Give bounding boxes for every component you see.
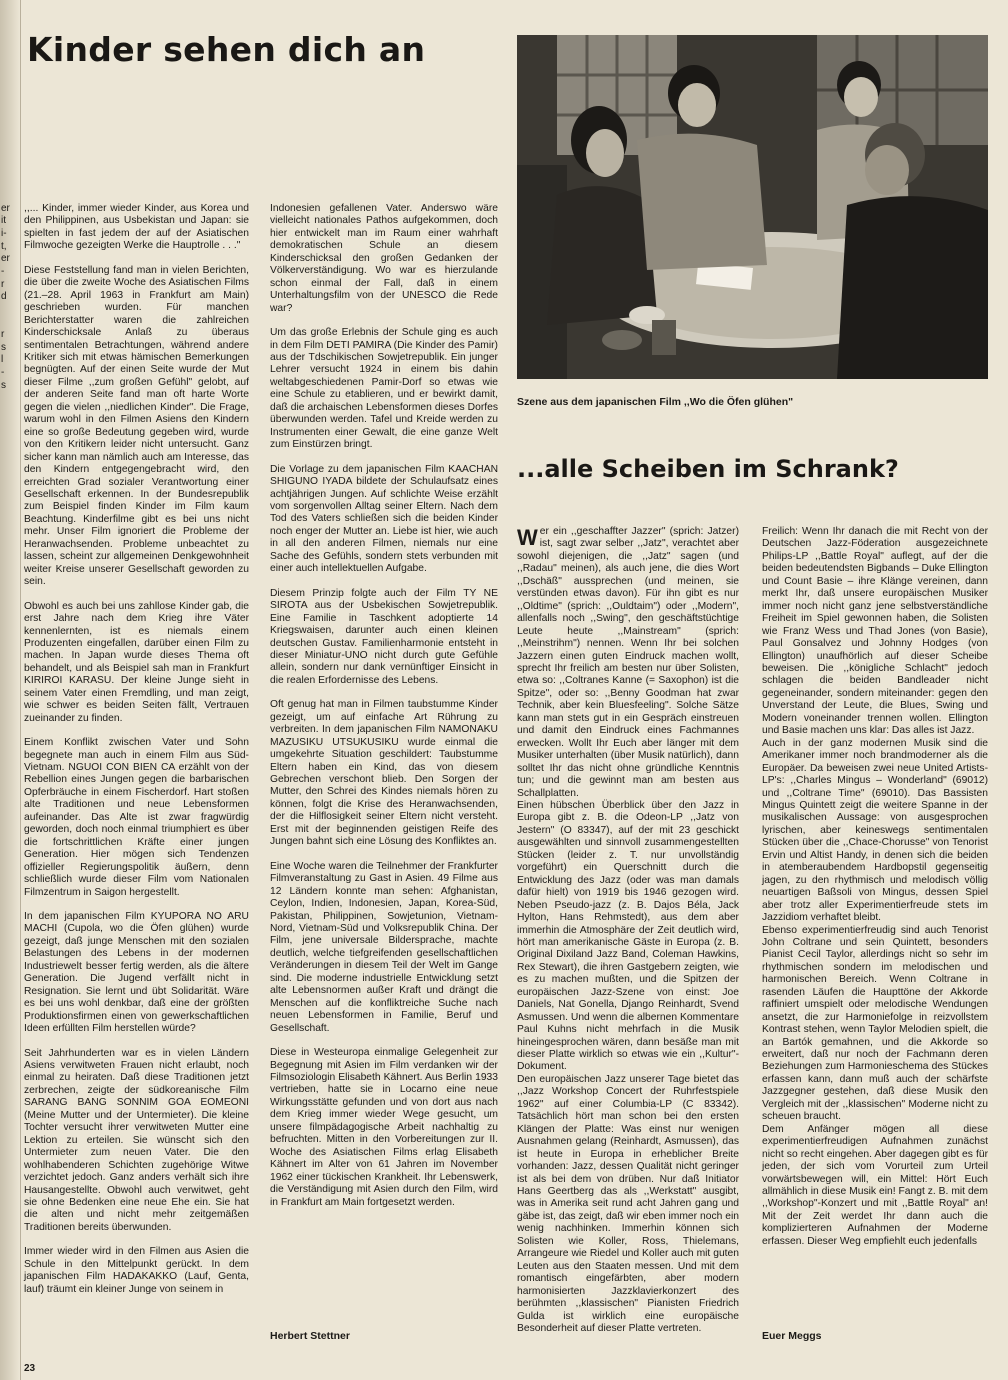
gutter-fragment: r [1,279,5,290]
article1-paragraph: Diese in Westeuropa einmalige Gelegenheit zur Begegnung mit Asien im Film verdanken wir der Filmsoziologin Elisabeth Kähnert. Aus Berlin 1933 vertrieben, hatte sie in Locarno eine neue Wirkungsstätte gefunden und von dort aus nach dem Krieg immer wieder Wege gesucht, um unsere filmpädagogische Arbeit nachhaltig zu befruchten. Mitten in den Vorbereitungen zur II. Woche des Asiatischen Films erlag Elisabeth Kähnert im Alter von 61 Jahren im November 1962 einer tückischen Krankheit. Ihr Lebenswerk, die Verständigung mit Asien durch den Film, wird in Frankfurt am Main fortgesetzt werden. [270,1047,498,1208]
page-number: 23 [24,1363,36,1374]
gutter-fragment: er [1,203,10,214]
article1-paragraph: Diesem Prinzip folgte auch der Film TY NE SIROTA aus der Usbekischen Sowjetrepublik. Eine Familie in Taschkent adoptierte 14 Kriegswaisen, darunter auch einen kleinen deutschen Gustav. Familienharmonie entsteht in dieser Miniatur-UNO nicht durch gute Gefühle allein, sondern nur dank vernünftiger Einsicht in die realen Erfordernisse des Lebens. [270,587,498,686]
article1-paragraph: Die Vorlage zu dem japanischen Film KAACHAN SHIGUNO IYADA bildete der Schulaufsatz eines achtjährigen Jungen. Auf schlichte Weise erzählt vom sorgenvollen Alltag seiner Eltern. Nach dem Tod des Vaters schließen sich die beiden Kinder noch enger der Mutter an. Liebe ist hier, wie auch in all den anderen Filmen, niemals nur eine Sache des Gefühls, sondern stets verbunden mit einer auch intellektuellen Aufgabe. [270,463,498,575]
article1-paragraph: Eine Woche waren die Teilnehmer der Frankfurter Filmveranstaltung zu Gast in Asien. 49 Filme aus 12 Ländern konnte man sehen: Afghanistan, Ceylon, Indien, Indonesien, Japan, Korea-Süd, Pakistan, Philippinen, Sowjetunion, Vietnam-Nord, Vietnam-Süd und Volksrepublik China. Der Film, jene universale Bildersprache, machte deutlich, welche tiefgreifenden gesellschaftlichen Veränderungen in diesem Teil der Welt im Gange sind. Die moderne industrielle Entwicklung setzt alte Lebensnormen außer Kraft und drängt die Menschen auf die konfliktreiche Suche nach neuen Lebensformen in Familie, Beruf und Gesellschaft. [270,860,498,1034]
photo-caption: Szene aus dem japanischen Film ,,Wo die Öfen glühen" [517,396,794,408]
article1-paragraph: Immer wieder wird in den Filmen aus Asien die Schule in den Mittelpunkt gerückt. In dem japanischen Film HADAKAKKO (Lauf, Genta, lauf) träumt ein kleiner Junge von seinem in [24,1246,249,1295]
gutter-fragment: t, [1,241,7,252]
article1-paragraph: ,,... Kinder, immer wieder Kinder, aus Korea und den Philippinen, aus Usbekistan und Japan: sie spielten in fast jedem der auf der Asiatischen Filmwoche gezeigten Werke die Hauptrolle . . ." [24,203,249,252]
gutter-fragment: s [1,380,6,391]
page-gutter [0,0,21,1380]
article1-paragraph: Oft genug hat man in Filmen taubstumme Kinder gezeigt, um auf einfache Art Rührung zu verbreiten. In dem japanischen Film NAMONAKU MAZUSIKU UTSUKUSIKU wurde einmal die umgekehrte Situation geschildert: Taubstumme Eltern haben ein Kind, das von diesem Gebrechen verschont blieb. Den Sorgen der Mutter, den Schrei des Kindes niemals hören zu können, folgt die Krise des Heranwachsenden, der die Hilflosigkeit seiner Eltern nicht versteht. Erst mit der beginnenden geistigen Reife des Jungen bahnt sich eine Lösung des Konfliktes an. [270,699,498,848]
gutter-fragment: d [1,291,7,302]
article2-column-2 [762,526,988,1260]
article2-author: Euer Meggs [762,1330,822,1342]
article1-paragraph: Diese Feststellung fand man in vielen Berichten, die über die zweite Woche des Asiatischen Films (21.–28. April 1963 in Frankfurt am Main) geschrieben wurden. Für manchen Berichterstatter waren die zahlreichen Kinderschicksale Anlaß zu überaus sentimentalen Betrachtungen, während andere Kritiker sich mit etwas hämischen Bemerkungen begnügten. Auf der einen Seite wurde der Mut dieser Filme ,,zum großen Gefühl" gelobt, auf der anderen Seite fand man oft harte Worte gegen die vielen ,,niedlichen Kinder". Die Frage, warum wohl in den Filmen Asiens den Kindern eine so große Bedeutung gegeben wird, wurde von den Kritikern leider nicht untersucht. Ganz sicher kann man nämlich auch am Interesse, das den Kindern entgegengebracht wird, den erreichten Grad sozialer Verantwortung einer Gesellschaft erkennen. In der Bundesrepublik zum Beispiel finden Kinder im Film kaum Beachtung. Kinderfilme gibt es bei uns nicht mehr. Unser Film ignoriert die Probleme der Heranwachsenden. Probleme unbeachtet zu lassen, scheint zur allgemeinen Denkgewohnheit weiter Kreise unserer Gesellschaft geworden zu sein. [24,264,249,588]
gutter-fragment: r [1,329,5,340]
article1-paragraph: Um das große Erlebnis der Schule ging es auch in dem Film DETI PAMIRA (Die Kinder des Pamir) aus der Tdschikischen Sowjetrepublik. Ein junger Lehrer versucht 1924 in einem bis dahin weltabgeschiedenen Pamir-Dorf so etwas wie eine Schule zu etablieren, und er bewirkt damit, daß die archaischen Lebensformen dieses Dorfes überwunden werden. Tafel und Kreide werden zu Instrumenten einer Gewalt, die eine ganze Welt zum Einstürzen bringt. [270,327,498,451]
article2-column-1 [517,526,739,1347]
article1-paragraph: In dem japanischen Film KYUPORA NO ARU MACHI (Cupola, wo die Öfen glühen) wurde gezeigt, daß junge Menschen mit den sozialen Belastungen des Lebens in der modernen Industriewelt besser fertig werden, als die ältere Generation. Die Jugend verfällt nicht in Resignation. Sie lernt und übt Solidarität. Wäre es bei uns wohl denkbar, daß eine der größten Produktionsfirmen einen von gewerkschaftlichen Ideen erfüllten Film herstellen würde? [24,911,249,1035]
gutter-fragment: i- [1,228,7,239]
article1-paragraph: Seit Jahrhunderten war es in vielen Ländern Asiens verwitweten Frauen nicht erlaubt, noch einmal zu heiraten. Daß diese Traditionen jetzt zerbrechen, zeigte der südkoreanische Film SARANG BANG SONNIM GOA EOMEONI (Meine Mutter und der Untermieter). Die kleine Tochter versucht ihrer verwitweten Mutter eine Lektion zu erteilen. Sie wünscht sich den Untermieter zum neuen Vater. Die den wohlhabenderen Schichten zugehörige Witwe verzichtet jedoch. Ganz anders verhält sich ihre Hausangestellte. Obwohl auch verwitwet, geht sie ohne Bedenken eine neue Ehe ein. Sie hat die alten und nicht mehr zeitgemäßen Traditionen bereits überwunden. [24,1047,249,1233]
article1-column-1 [24,203,249,1308]
film-still-photo [517,35,988,379]
article1-paragraph: Einem Konflikt zwischen Vater und Sohn begegnete man auch in einem Film aus Süd-Vietnam. NGUOI CON BIEN CA erzählt von der Rebellion eines Jungen gegen die barbarischen Opferbräuche in einem Fischerdorf. Hart stoßen alte Traditionen und neue Lebensformen aufeinander. Das Alte ist zwar fragwürdig geworden, doch noch einmal triumphiert es über die fortschrittlichen Kräfte einer jungen Generation. Hier mögen sich Tendenzen offizieller Regierungspolitik äußern, denn schließlich wurde dieser Film vom Nationalen Filmzentrum in Saigon hergestellt. [24,737,249,898]
gutter-fragment: - [1,367,5,378]
article2-paragraph: Freilich: Wenn Ihr danach die mit Recht von der Deutschen Jazz-Föderation ausgezeichnete Philips-LP ,,Battle Royal" auflegt, auf der die beiden bedeutendsten Bigbands – Duke Ellington und Count Basie – ihre Klänge vereinen, dann merkt Ihr, daß unsere europäischen Musiker immer noch nicht ganz jene selbstverständliche Freiheit im Spiel gewonnen haben, die Solisten wie Franz Wess und Thad Jones (von Basie), Paul Gonsalvez und Johnny Hodges (von Ellington) unaufhörlich auf dieser Scheibe beweisen. Die ,,königliche Schlacht" jedoch schlagen die beiden Bandleader nicht gegeneinander, sondern miteinander: gegen den Unverstand der Leute, die Blues, Swing und Modern voneinander trennen wollen. Ellington und Basie machen uns klar: Das alles ist Jazz. Auch in der ganz modernen Musik sind die Amerikaner immer noch brandmoderner als die Europäer. Da beweisen zwei neue United Artists-LP's: ,,Charles Mingus – Wonderland" (69012) und ,,Coltrane Time" (69010). Das Bassisten Mingus Quintett zeigt die weitere Spanne in der musikalischen Aussage: von ausgesprochen lyrischen, aber keineswegs sentimentalen Stücken über die ,,Chace-Chorusse" von Tenorist Ervin und Altist Handy, in denen sich die beiden in atemberaubendem Hardbopstil gegenseitig jagen, zu den rhythmisch und melodisch völlig neuartigen Baßsoli von Mingus, dessen Spiel aber trotz aller Experimentierfreude stets im Jazzidiom verhaftet bleibt. Ebenso experimentierfreudig sind auch Tenorist John Coltrane und sein Quintett, besonders Pianist Cecil Taylor, allerdings nicht so sehr im rhythmischen sondern im melodischen und harmonischen Bereich. Wenn Coltrane in rasenden Läufen die Haupttöne der Akkorde raffiniert umspielt oder melodische Wendungen ansetzt, die zur Harmoniefolge in reizvollstem Kontrast stehen, wenn Taylor Melodien spielt, die an Bartók gemahnen, und die Akkorde so erweitert, daß nur noch der Fachmann deren Beziehungen zum Harmonieschema des Stückes erfassen kann, dann muß auch der schärfste Jazzgegner gestehen, daß diese Musik den Vergleich mit der ,,klassischen" Moderne nicht zu scheuen braucht. Dem Anfänger mögen all diese experimentierfreudigen Aufnahmen zunächst nicht so recht eingehen. Aber dagegen gibt es für jeden, der sich vom Vorurteil zum Urteil vorwärtsbewegen will, ein Mittel: Hört Euch allmählich in diese Musik ein! Fangt z. B. mit dem ,,Workshop"-Konzert und mit ,,Battle Royal" an! Mit der Zeit werdet Ihr dann auch die komplizierteren Aufnahmen der Moderne erfassen. Dieser Weg empfiehlt euch jedenfalls [762,526,988,1247]
article2-headline: ...alle Scheiben im Schrank? [517,455,899,483]
article1-paragraph: Indonesien gefallenen Vater. Anderswo wäre vielleicht nationales Pathos aufgekommen, doch hier entwickelt man im Raum einer wahrhaft demokratischen Schule an diesem Kinderschicksal den großen Gedanken der Völkerverständigung. Wo war es hierzulande schon einmal der Fall, daß in einem Unterhaltungsfilm von der UNESCO die Rede war? [270,203,498,314]
article2-paragraph: Wer ein ,,geschaffter Jazzer" (sprich: Jatzer) ist, sagt zwar selber ,,Jatz", verachtet aber sowohl diejenigen, die ,,Jatz" sagen (und ,,Radau" meinen), als auch jene, die dies Wort ,,Dschäß" aussprechen (und meinen, sie verstünden etwas davon). Für ihn gibt es nur ,,Oldtime" (sprich: ,,Ouldtaim") oder ,,Modern", allenfalls noch ,,Swing", den geschäftstüchtige Leute heute ,,Mainstream" (sprich: ,,Meinstrihm") nennen. Wenn Ihr bei solchen Jazzern einen guten Eindruck machen wollt, sprecht Ihr freilich am besten nur über Solisten, etwa so: ,,Coltranes Kanne (= Saxophon) ist die Spitze", oder so: ,,Benny Goodman hat zwar Technik, aber kein Bluesfeeling". Solche Sätze kann man stets gut in ein Gespräch einstreuen und damit den Eindruck eines Fachmannes erwecken. Wollt Ihr Euch aber länger mit dem Musiker unterhalten (über Musik natürlich), dann solltet Ihr das nicht ohne gründliche Kenntnis tun; und die gewinnt man am besten aus Schallplatten. Einen hübschen Überblick über den Jazz in Europa gibt z. B. die Odeon-LP ,,Jatz von Jestern" (O 83347), auf der mit 23 geschickt ausgewählten und sinnvoll zusammengestellten Stücken (leider z. T. nur unvollständig vorgeführt) ein Querschnitt durch die Entwicklung des Jazz (oder was man damals dafür hielt) von 1919 bis 1946 gezogen wird. Neben Pseudo-jazz (z. B. Dajos Béla, Jack Hylton, Hans Rehmstedt), aus dem aber immerhin die Atmosphäre der Zeit deutlich wird, hört man amerikanische Gäste in Europa (z. B. Original Dixiland Jazz Band, Coleman Hawkins, Rex Stewart), die ihren Gastgebern zeigten, wie es zu machen mußten, und die Spitzen der europäischen Jazz-Szene von einst: Joe Daniels, Nat Gonella, Django Reinhardt, Svend Asmussen. Und wenn die albernen Kommentare Paul Kuhns nicht mehrfach in die Musik hineingesprochen wären, dann besäße man mit dieser Platte wirklich so etwas wie ein ,,Kultur"-Dokument. Den europäischen Jazz unserer Tage bietet das ,,Jazz Workshop Concert der Ruhrfestspiele 1962" auf einer Columbia-LP (C 83342). Tatsächlich hört man schon bei den ersten Klängen der Platte: Was einst nur wenigen Ausnahmen gelang (Reinhardt, Asmussen), das ist heute in Europa in erheblicher Breite vorhanden: Jazz, dessen Qualität nicht geringer ist als bei dem von drüben. Nur daß Initiator Hans Geertberg das als ,,Werkstatt" ausgibt, was in Amerika seit rund acht Jahren gang und gäbe ist, das zeigt, daß wir eben immer noch ein wenig nachhinken. Immerhin können sich Solisten wie Koller, Ross, Thielemans, Arrangeure wie Riedel und Koller auch mit guten Leuten aus den Staaten messen. Und mit dem romantisch eingefärbten, aber modern harmonisierten Jazzklavierkonzert des berühmten ,,klassischen" Pianisten Friedrich Gulda ist wirklich eine europäische Besonderheit auf dieser Platte vertreten. [517,525,739,1334]
film-still-illustration [517,35,988,379]
gutter-fragment: - [1,266,5,277]
article-headline: Kinder sehen dich an [27,30,426,69]
gutter-fragment: l [1,354,4,365]
gutter-fragment: s [1,342,6,353]
gutter-fragment: it [1,215,6,226]
article1-author: Herbert Stettner [270,1330,350,1342]
article1-column-2 [270,203,498,1221]
gutter-fragment: er [1,253,10,264]
article1-paragraph: Obwohl es auch bei uns zahllose Kinder gab, die erst Jahre nach dem Krieg ihre Väter kennenlernten, ist es niemals einem Produzenten eingefallen, darüber einen Film zu machen. In Japan wurde dieses Thema oft behandelt, und als Beispiel sah man in Frankfurt KIRIROI KARASU. Der kleine Junge sieht in seinem Vater einen Fremdling, und man zeigt, wie schwer es beiden Seiten fällt, Vertrauen zueinander zu finden. [24,600,249,724]
